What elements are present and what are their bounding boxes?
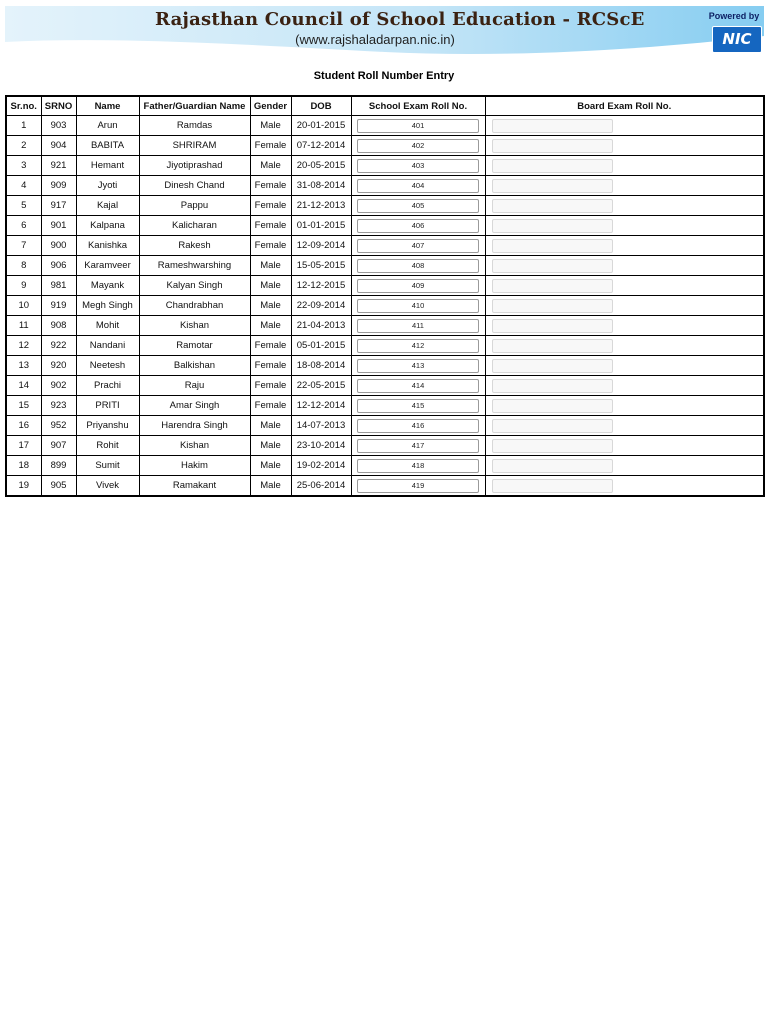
cell-sr-no: 14	[6, 376, 41, 396]
cell-board-roll	[485, 176, 764, 196]
cell-dob: 18-08-2014	[291, 356, 351, 376]
cell-student-name: Jyoti	[76, 176, 139, 196]
cell-student-name: Kanishka	[76, 236, 139, 256]
cell-school-roll	[351, 296, 485, 316]
header-title: Rajasthan Council of School Education - RCScE	[155, 9, 645, 30]
col-header-father: Father/Guardian Name	[139, 96, 250, 116]
school-roll-input[interactable]	[357, 419, 479, 433]
header-url: (www.rajshaladarpan.nic.in)	[295, 32, 455, 47]
board-roll-input[interactable]	[492, 479, 613, 493]
cell-sr-no: 1	[6, 116, 41, 136]
cell-board-roll	[485, 236, 764, 256]
cell-father-name: Kishan	[139, 316, 250, 336]
cell-srno: 903	[41, 116, 76, 136]
cell-father-name: Amar Singh	[139, 396, 250, 416]
powered-by-label: Powered by	[708, 11, 760, 21]
col-header-srno-index: Sr.no.	[6, 96, 41, 116]
cell-gender: Female	[250, 236, 291, 256]
cell-board-roll	[485, 116, 764, 136]
table-row	[6, 116, 764, 136]
cell-srno: 920	[41, 356, 76, 376]
cell-dob: 01-01-2015	[291, 216, 351, 236]
cell-school-roll	[351, 476, 485, 497]
school-roll-input[interactable]	[357, 299, 479, 313]
board-roll-input[interactable]	[492, 239, 613, 253]
cell-school-roll	[351, 256, 485, 276]
cell-srno: 907	[41, 436, 76, 456]
cell-school-roll	[351, 196, 485, 216]
cell-sr-no: 16	[6, 416, 41, 436]
table-row	[6, 176, 764, 196]
cell-gender: Male	[250, 456, 291, 476]
cell-student-name: Nandani	[76, 336, 139, 356]
cell-dob: 22-05-2015	[291, 376, 351, 396]
cell-sr-no: 19	[6, 476, 41, 497]
cell-sr-no: 4	[6, 176, 41, 196]
board-roll-input[interactable]	[492, 339, 613, 353]
cell-school-roll	[351, 416, 485, 436]
cell-sr-no: 12	[6, 336, 41, 356]
cell-student-name: Arun	[76, 116, 139, 136]
cell-school-roll	[351, 456, 485, 476]
cell-board-roll	[485, 256, 764, 276]
table-body	[6, 116, 764, 497]
cell-dob: 31-08-2014	[291, 176, 351, 196]
cell-father-name: Jiyotiprashad	[139, 156, 250, 176]
cell-father-name: Rakesh	[139, 236, 250, 256]
cell-student-name: Mayank	[76, 276, 139, 296]
school-roll-input[interactable]	[357, 459, 479, 473]
col-header-dob: DOB	[291, 96, 351, 116]
cell-dob: 14-07-2013	[291, 416, 351, 436]
board-roll-input[interactable]	[492, 399, 613, 413]
cell-sr-no: 8	[6, 256, 41, 276]
board-roll-input[interactable]	[492, 199, 613, 213]
cell-board-roll	[485, 296, 764, 316]
board-roll-input[interactable]	[492, 419, 613, 433]
cell-student-name: Sumit	[76, 456, 139, 476]
cell-dob: 07-12-2014	[291, 136, 351, 156]
cell-dob: 05-01-2015	[291, 336, 351, 356]
cell-srno: 899	[41, 456, 76, 476]
school-roll-input[interactable]	[357, 139, 479, 153]
cell-dob: 19-02-2014	[291, 456, 351, 476]
cell-school-roll	[351, 116, 485, 136]
cell-gender: Male	[250, 156, 291, 176]
table-row	[6, 456, 764, 476]
cell-school-roll	[351, 356, 485, 376]
cell-gender: Female	[250, 196, 291, 216]
board-roll-input[interactable]	[492, 259, 613, 273]
school-roll-input[interactable]	[357, 159, 479, 173]
board-roll-input[interactable]	[492, 279, 613, 293]
table-row	[6, 336, 764, 356]
page-title: Student Roll Number Entry	[313, 70, 455, 82]
cell-gender: Female	[250, 216, 291, 236]
cell-gender: Male	[250, 316, 291, 336]
cell-board-roll	[485, 216, 764, 236]
cell-student-name: Kalpana	[76, 216, 139, 236]
table-row	[6, 216, 764, 236]
cell-school-roll	[351, 236, 485, 256]
cell-sr-no: 11	[6, 316, 41, 336]
cell-father-name: Pappu	[139, 196, 250, 216]
cell-srno: 919	[41, 296, 76, 316]
cell-father-name: Hakim	[139, 456, 250, 476]
school-roll-input[interactable]	[357, 479, 479, 493]
cell-school-roll	[351, 396, 485, 416]
cell-srno: 900	[41, 236, 76, 256]
cell-board-roll	[485, 276, 764, 296]
board-roll-input[interactable]	[492, 159, 613, 173]
cell-gender: Male	[250, 436, 291, 456]
cell-gender: Male	[250, 416, 291, 436]
board-roll-input[interactable]	[492, 359, 613, 373]
cell-sr-no: 9	[6, 276, 41, 296]
cell-school-roll	[351, 156, 485, 176]
cell-srno: 921	[41, 156, 76, 176]
cell-student-name: Neetesh	[76, 356, 139, 376]
cell-school-roll	[351, 136, 485, 156]
cell-dob: 21-12-2013	[291, 196, 351, 216]
cell-board-roll	[485, 336, 764, 356]
cell-board-roll	[485, 456, 764, 476]
cell-student-name: Mohit	[76, 316, 139, 336]
table-row	[6, 196, 764, 216]
table-row	[6, 416, 764, 436]
cell-student-name: Karamveer	[76, 256, 139, 276]
cell-sr-no: 18	[6, 456, 41, 476]
table-row	[6, 476, 764, 497]
cell-board-roll	[485, 136, 764, 156]
cell-board-roll	[485, 436, 764, 456]
cell-gender: Female	[250, 176, 291, 196]
cell-student-name: Hemant	[76, 156, 139, 176]
cell-dob: 12-12-2015	[291, 276, 351, 296]
cell-sr-no: 10	[6, 296, 41, 316]
school-roll-input[interactable]	[357, 399, 479, 413]
cell-school-roll	[351, 216, 485, 236]
cell-srno: 922	[41, 336, 76, 356]
table-row	[6, 356, 764, 376]
cell-board-roll	[485, 476, 764, 497]
cell-board-roll	[485, 396, 764, 416]
cell-school-roll	[351, 276, 485, 296]
header-banner	[5, 6, 764, 58]
cell-dob: 20-05-2015	[291, 156, 351, 176]
cell-sr-no: 7	[6, 236, 41, 256]
cell-board-roll	[485, 156, 764, 176]
cell-father-name: Chandrabhan	[139, 296, 250, 316]
col-header-school-roll: School Exam Roll No.	[351, 96, 485, 116]
board-roll-input[interactable]	[492, 299, 613, 313]
cell-father-name: Harendra Singh	[139, 416, 250, 436]
school-roll-input[interactable]	[357, 379, 479, 393]
cell-dob: 21-04-2013	[291, 316, 351, 336]
cell-gender: Male	[250, 116, 291, 136]
cell-srno: 902	[41, 376, 76, 396]
cell-board-roll	[485, 316, 764, 336]
cell-dob: 12-12-2014	[291, 396, 351, 416]
school-roll-input[interactable]	[357, 279, 479, 293]
cell-srno: 901	[41, 216, 76, 236]
board-roll-input[interactable]	[492, 459, 613, 473]
cell-board-roll	[485, 356, 764, 376]
cell-gender: Female	[250, 376, 291, 396]
cell-student-name: Prachi	[76, 376, 139, 396]
cell-board-roll	[485, 196, 764, 216]
cell-father-name: Kalicharan	[139, 216, 250, 236]
cell-school-roll	[351, 176, 485, 196]
table-row	[6, 316, 764, 336]
board-roll-input[interactable]	[492, 219, 613, 233]
table-row	[6, 376, 764, 396]
cell-father-name: Kalyan Singh	[139, 276, 250, 296]
school-roll-input[interactable]	[357, 199, 479, 213]
school-roll-input[interactable]	[357, 179, 479, 193]
table-row	[6, 296, 764, 316]
cell-student-name: BABITA	[76, 136, 139, 156]
board-roll-input[interactable]	[492, 119, 613, 133]
cell-sr-no: 3	[6, 156, 41, 176]
board-roll-input[interactable]	[492, 439, 613, 453]
cell-gender: Male	[250, 256, 291, 276]
cell-student-name: Kajal	[76, 196, 139, 216]
cell-srno: 909	[41, 176, 76, 196]
cell-srno: 908	[41, 316, 76, 336]
cell-sr-no: 2	[6, 136, 41, 156]
board-roll-input[interactable]	[492, 139, 613, 153]
cell-father-name: SHRIRAM	[139, 136, 250, 156]
cell-student-name: Rohit	[76, 436, 139, 456]
table-header-row	[6, 96, 764, 116]
cell-gender: Female	[250, 396, 291, 416]
cell-school-roll	[351, 316, 485, 336]
cell-father-name: Kishan	[139, 436, 250, 456]
cell-school-roll	[351, 436, 485, 456]
table-row	[6, 256, 764, 276]
cell-father-name: Ramdas	[139, 116, 250, 136]
cell-father-name: Dinesh Chand	[139, 176, 250, 196]
board-roll-input[interactable]	[492, 179, 613, 193]
board-roll-input[interactable]	[492, 379, 613, 393]
cell-dob: 25-06-2014	[291, 476, 351, 497]
cell-sr-no: 15	[6, 396, 41, 416]
cell-gender: Female	[250, 136, 291, 156]
school-roll-input[interactable]	[357, 219, 479, 233]
nic-logo: NIC	[712, 26, 762, 53]
cell-sr-no: 17	[6, 436, 41, 456]
school-roll-input[interactable]	[357, 319, 479, 333]
cell-sr-no: 13	[6, 356, 41, 376]
cell-srno: 923	[41, 396, 76, 416]
school-roll-input[interactable]	[357, 259, 479, 273]
cell-srno: 917	[41, 196, 76, 216]
school-roll-input[interactable]	[357, 439, 479, 453]
cell-srno: 981	[41, 276, 76, 296]
school-roll-input[interactable]	[357, 119, 479, 133]
board-roll-input[interactable]	[492, 319, 613, 333]
cell-srno: 905	[41, 476, 76, 497]
table-row	[6, 136, 764, 156]
cell-gender: Male	[250, 296, 291, 316]
cell-dob: 15-05-2015	[291, 256, 351, 276]
cell-student-name: PRITI	[76, 396, 139, 416]
cell-srno: 906	[41, 256, 76, 276]
col-header-srno: SRNO	[41, 96, 76, 116]
cell-srno: 952	[41, 416, 76, 436]
table-row	[6, 276, 764, 296]
table-row	[6, 396, 764, 416]
cell-gender: Male	[250, 276, 291, 296]
cell-student-name: Megh Singh	[76, 296, 139, 316]
cell-student-name: Vivek	[76, 476, 139, 497]
cell-gender: Female	[250, 356, 291, 376]
table-row	[6, 436, 764, 456]
cell-father-name: Raju	[139, 376, 250, 396]
school-roll-input[interactable]	[357, 339, 479, 353]
col-header-board-roll: Board Exam Roll No.	[485, 96, 764, 116]
col-header-gender: Gender	[250, 96, 291, 116]
cell-sr-no: 5	[6, 196, 41, 216]
cell-father-name: Ramakant	[139, 476, 250, 497]
cell-gender: Male	[250, 476, 291, 497]
table-row	[6, 236, 764, 256]
table-row	[6, 156, 764, 176]
col-header-name: Name	[76, 96, 139, 116]
cell-gender: Female	[250, 336, 291, 356]
cell-sr-no: 6	[6, 216, 41, 236]
cell-srno: 904	[41, 136, 76, 156]
roll-number-table	[5, 95, 765, 497]
cell-board-roll	[485, 376, 764, 396]
cell-father-name: Balkishan	[139, 356, 250, 376]
cell-school-roll	[351, 336, 485, 356]
cell-dob: 23-10-2014	[291, 436, 351, 456]
cell-school-roll	[351, 376, 485, 396]
cell-father-name: Rameshwarshing	[139, 256, 250, 276]
cell-board-roll	[485, 416, 764, 436]
cell-dob: 20-01-2015	[291, 116, 351, 136]
cell-dob: 12-09-2014	[291, 236, 351, 256]
cell-dob: 22-09-2014	[291, 296, 351, 316]
cell-father-name: Ramotar	[139, 336, 250, 356]
school-roll-input[interactable]	[357, 239, 479, 253]
school-roll-input[interactable]	[357, 359, 479, 373]
cell-student-name: Priyanshu	[76, 416, 139, 436]
